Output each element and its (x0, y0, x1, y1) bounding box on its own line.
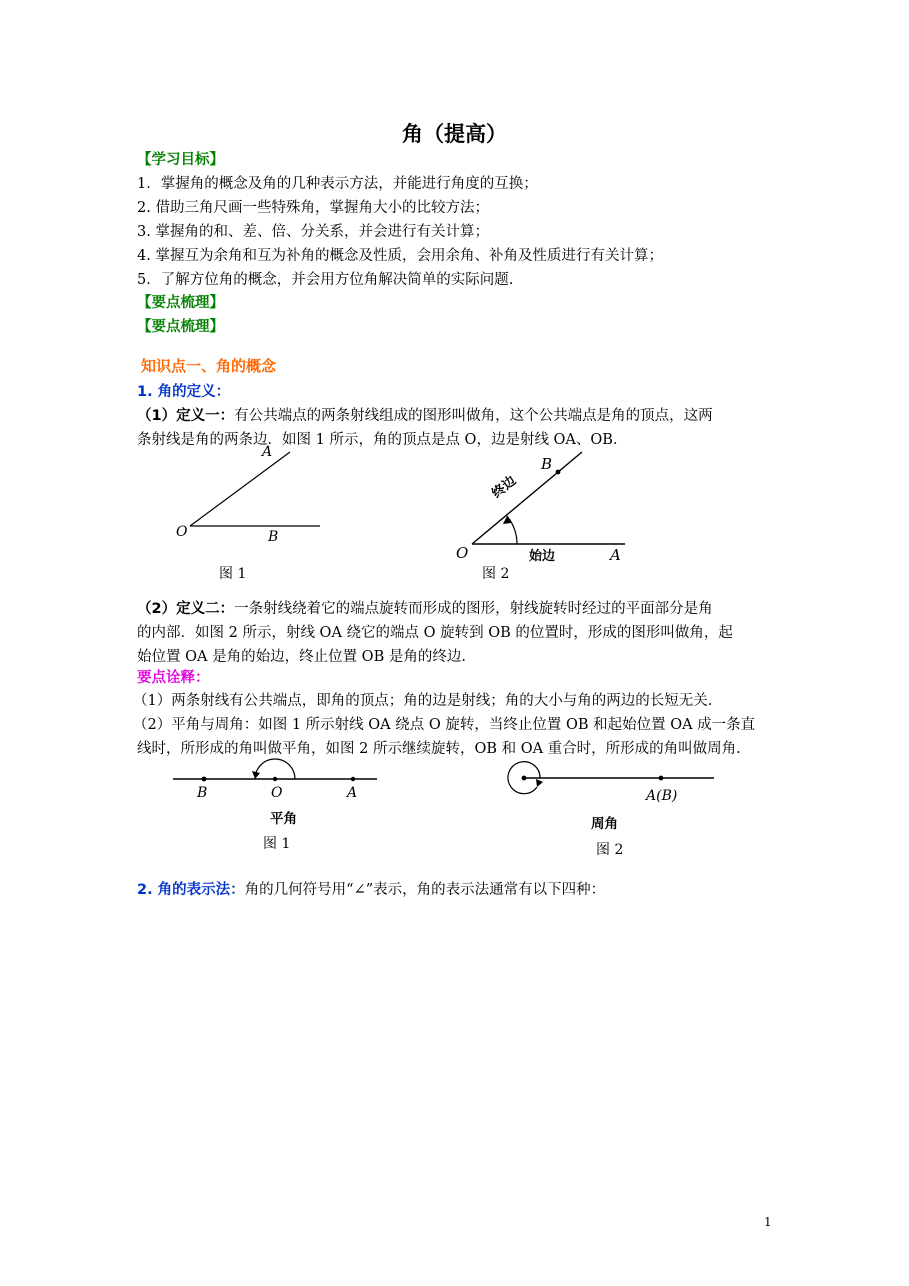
note-line: 线时，所形成的角叫做平角，如图 2 所示继续旋转，OB 和 OA 重合时，所形成的角叫做周角. (137, 741, 741, 757)
definition-1-text: 有公共端点的两条射线组成的图形叫做角，这个公共端点是角的顶点，这两 (234, 408, 713, 424)
representation-text: 角的几何符号用“∠”表示，角的表示法通常有以下四种： (244, 882, 606, 898)
figure-1-label-b: B (268, 529, 279, 545)
definition-heading: 1. 角的定义： (137, 384, 231, 400)
representation-line (137, 878, 605, 899)
figure-1-label-o: O (176, 524, 188, 540)
figure-3-name: 平角 (270, 811, 297, 827)
objective-item: 5．了解方位角的概念，并会用方位角解决简单的实际问题. (137, 272, 514, 288)
figure-4-caption: 图 2 (596, 842, 624, 858)
note-line: （2）平角与周角：如图 1 所示射线 OA 绕点 O 旋转，当终止位置 OB 和起始位置 OA 成一条直 (133, 717, 756, 733)
definition-2-line: 始位置 OA 是角的始边，终止位置 OB 是角的终边. (137, 649, 466, 665)
figure-3-label-b: B (197, 785, 208, 801)
representation-heading: 2. 角的表示法： (137, 882, 245, 898)
figure-2-label-a: A (610, 546, 621, 564)
figure-3-label-o: O (271, 785, 283, 801)
page-number: 1 (764, 1215, 772, 1229)
knowledge-point-heading: 知识点一、角的概念 (141, 357, 277, 375)
figure-2-terminal-side-label: 终边 (489, 473, 520, 502)
figure-4-name: 周角 (591, 816, 618, 832)
figure-2-initial-side-label: 始边 (529, 549, 556, 564)
figure-1-angle (170, 440, 340, 550)
figure-1-label-a: A (262, 444, 273, 460)
definition-1-line: 条射线是角的两条边．如图 1 所示，角的顶点是点 O，边是射线 OA、OB． (137, 432, 628, 448)
definition-2-line (137, 597, 713, 618)
objective-item: 1．掌握角的概念及角的几种表示方法，并能进行角度的互换； (137, 176, 538, 192)
figure-4-full-angle (500, 760, 720, 800)
definition-1-label: （1）定义一： (137, 408, 235, 424)
objective-item: 3. 掌握角的和、差、倍、分关系，并会进行有关计算； (137, 224, 489, 240)
note-heading: 要点诠释： (137, 670, 210, 686)
definition-2-line: 的内部．如图 2 所示，射线 OA 绕它的端点 O 旋转到 OB 的位置时，形成的图形叫做角，起 (137, 625, 733, 641)
figure-2-label-b: B (541, 455, 553, 473)
definition-2-text: 一条射线绕着它的端点旋转而形成的图形，射线旋转时经过的平面部分是角 (234, 601, 713, 617)
figure-3-caption: 图 1 (263, 836, 291, 852)
objectives-heading: 【学习目标】 (137, 152, 224, 168)
objective-item: 4. 掌握互为余角和互为补角的概念及性质，会用余角、补角及性质进行有关计算； (137, 248, 663, 264)
page-title: 角（提高） (402, 122, 507, 146)
figure-3-label-a: A (347, 785, 358, 801)
definition-1-line (137, 404, 713, 425)
figure-2-label-o: O (456, 544, 469, 562)
summary-heading: 【要点梳理】 (137, 319, 224, 335)
objective-item: 2. 借助三角尺画一些特殊角，掌握角大小的比较方法； (137, 200, 489, 216)
definition-2-label: （2）定义二： (137, 601, 235, 617)
figure-1-caption: 图 1 (219, 566, 247, 582)
figure-2-caption: 图 2 (482, 566, 510, 582)
figure-4-label-ab: A(B) (646, 788, 678, 804)
note-line: （1）两条射线有公共端点，即角的顶点；角的边是射线；角的大小与角的两边的长短无关. (133, 693, 713, 709)
summary-heading: 【要点梳理】 (137, 295, 224, 311)
